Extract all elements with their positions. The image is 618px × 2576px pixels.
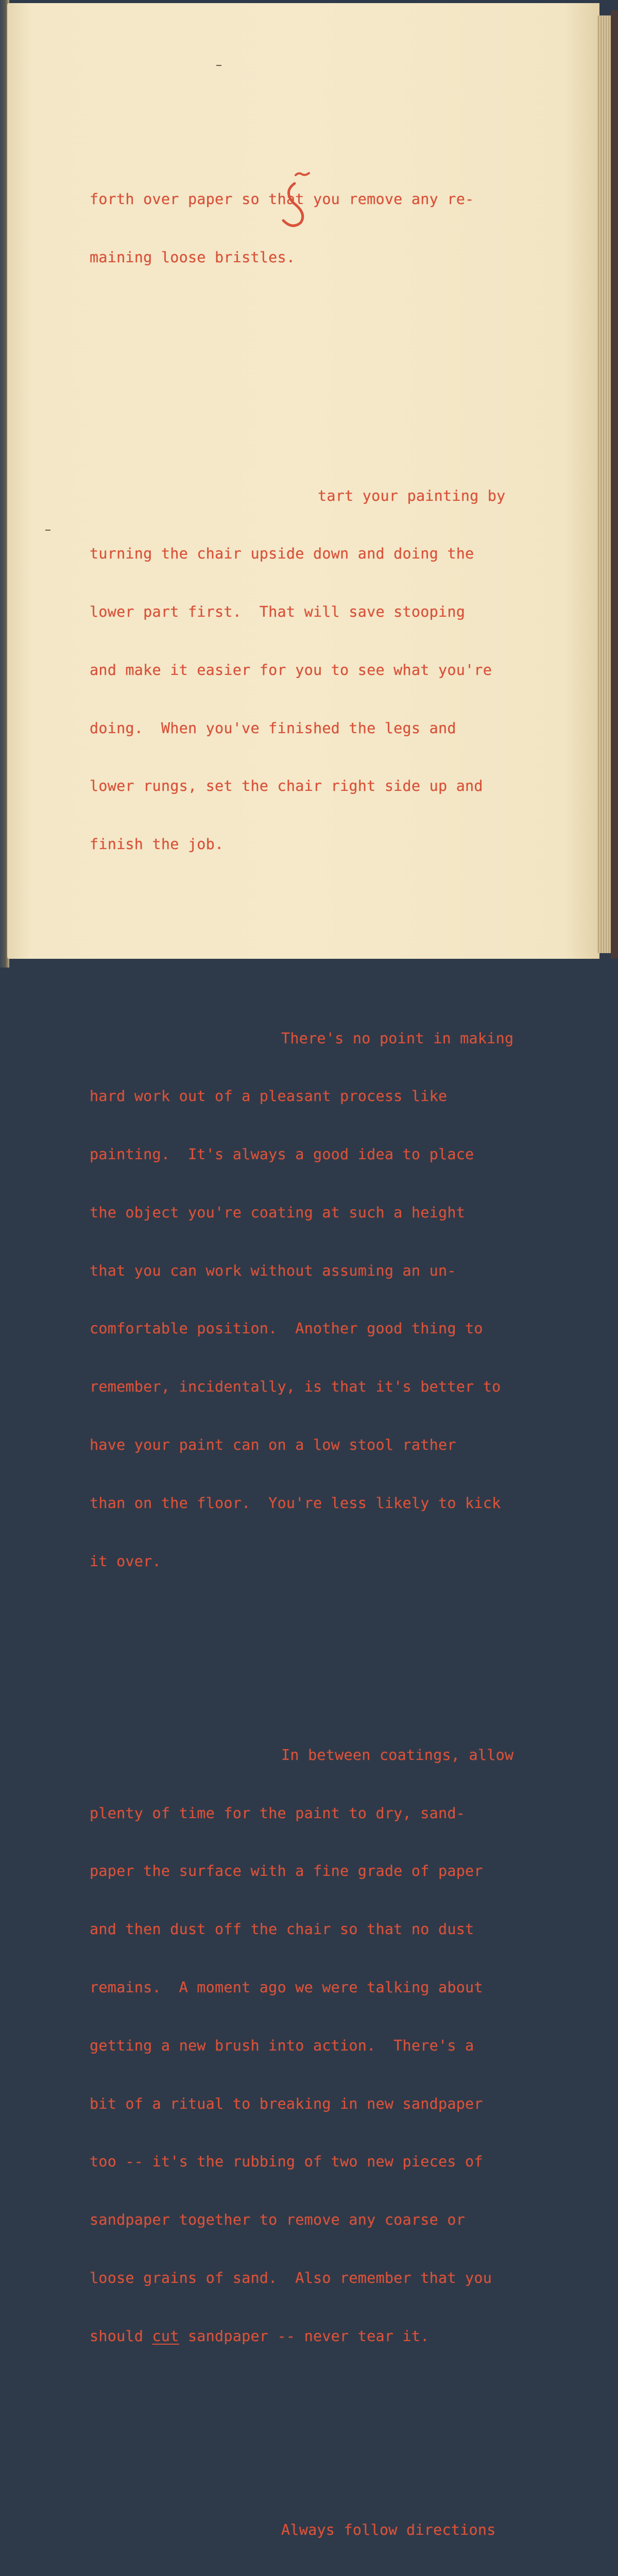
text-line: hard work out of a pleasant process like <box>90 1088 448 1105</box>
text-fragment: sandpaper -- never tear it. <box>179 2327 430 2345</box>
paragraph-1 <box>90 151 543 306</box>
typed-text <box>90 112 543 2576</box>
text-line: and then dust off the chair so that no dust <box>90 1921 474 1938</box>
text-line: too -- it's the rubbing of two new pieces of <box>90 2153 483 2171</box>
text-line: lower rungs, set the chair right side up and <box>90 777 483 795</box>
text-line <box>90 2327 543 2346</box>
text-line: There's no point in making <box>281 1029 514 1047</box>
book-cover-edge <box>611 10 618 958</box>
text-line: plenty of time for the paint to dry, sand- <box>90 1804 466 1822</box>
page-mark <box>45 530 50 531</box>
underlined-word: cut <box>152 2327 179 2345</box>
text-line: doing. When you've finished the legs and <box>90 719 456 737</box>
text-line: than on the floor. You're less likely to kick <box>90 1494 501 1512</box>
text-line: getting a new brush into action. There's a <box>90 2037 474 2054</box>
text-line: finish the job. <box>90 836 224 853</box>
page-mark <box>216 65 221 66</box>
text-line: forth over paper so that you remove any re- <box>90 191 474 208</box>
text-line: In between coatings, allow <box>281 1746 514 1764</box>
text-line: paper the surface with a fine grade of paper <box>90 1862 483 1880</box>
text-line: remember, incidentally, is that it's better to <box>90 1378 501 1396</box>
text-fragment: should <box>90 2327 152 2345</box>
text-line: comfortable position. Another good thing to <box>90 1320 483 1337</box>
paragraph-2 <box>90 447 543 893</box>
text-line: remains. A moment ago we were talking about <box>90 1979 483 1996</box>
text-line: turning the chair upside down and doing the <box>90 545 474 563</box>
text-line: tart your painting by <box>318 487 506 504</box>
text-line: that you can work without assuming an un- <box>90 1262 456 1279</box>
text-line: maining loose bristles. <box>90 249 296 266</box>
text-line: sandpaper together to remove any coarse or <box>90 2211 466 2229</box>
text-line: lower part first. That will save stooping <box>90 603 466 621</box>
text-line: bit of a ritual to breaking in new sandpaper <box>90 2095 483 2112</box>
text-line: it over. <box>90 1552 161 1570</box>
paragraph-3 <box>90 990 543 1609</box>
text-line: loose grains of sand. Also remember that you <box>90 2269 492 2286</box>
text-line: Always follow directions <box>281 2521 496 2539</box>
text-line: the object you're coating at such a height <box>90 1204 466 1221</box>
text-line: have your paint can on a low stool rather <box>90 1436 456 1453</box>
paragraph-4 <box>90 1707 543 2385</box>
text-line: painting. It's always a good idea to place <box>90 1146 474 1163</box>
paragraph-5 <box>90 2482 543 2576</box>
text-line: and make it easier for you to see what you're <box>90 661 492 679</box>
